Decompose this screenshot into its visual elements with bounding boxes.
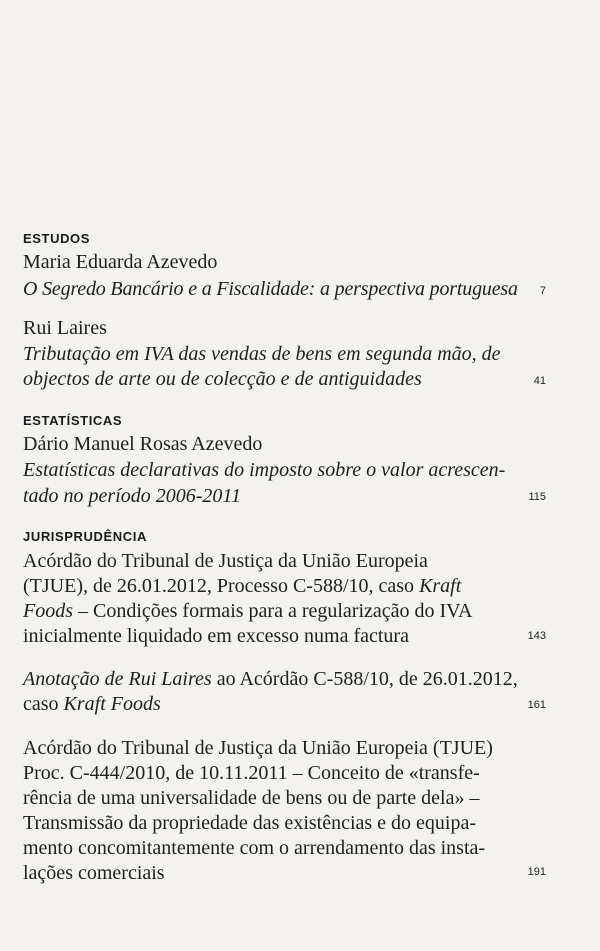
entry-title-line: Tributação em IVA das vendas de bens em segunda mão, de [23,343,501,365]
page-number: 7 [539,285,546,297]
entry-case-name: Foods [23,600,73,622]
entry-text-line: rência de uma universalidade de bens ou de parte dela» – [23,787,480,809]
entry-text-line: mento concomitantemente com o arrendamento das insta- [23,837,486,859]
section-heading-jurisprudencia: JURISPRUDÊNCIA [23,529,147,544]
entry-text-line [23,574,518,598]
entry-annotation-author: Anotação de Rui Laires [23,668,212,690]
entry-title-line: tado no período 2006-2011 [23,485,241,507]
entry-text-line: Acórdão do Tribunal de Justiça da União Europeia [23,550,428,572]
entry-text-line: Acórdão do Tribunal de Justiça da União Europeia (TJUE) [23,737,493,759]
entry-case-name: Kraft Foods [63,693,161,715]
entry-title-line: Estatísticas declarativas do imposto sobre o valor acrescen- [23,459,506,481]
entry-text: ao Acórdão C-588/10, de 26.01.2012, [211,668,518,690]
entry-author: Dário Manuel Rosas Azevedo [23,433,263,455]
entry-text-line: inicialmente liquidado em excesso numa factura [23,625,409,647]
entry-title-line: objectos de arte ou de colecção e de antiguidades [23,368,422,390]
entry-title: O Segredo Bancário e a Fiscalidade: a perspectiva portuguesa [23,278,518,300]
entry-text: – Condições formais para a regularização do IVA [73,600,473,622]
entry-text-line: lações comerciais [23,862,165,884]
entry-author: Maria Eduarda Azevedo [23,251,218,273]
entry-text: (TJUE), de 26.01.2012, Processo C-588/10, caso [23,575,420,597]
entry-author: Rui Laires [23,317,107,339]
page-number: 41 [533,375,546,387]
entry-text: caso [23,693,64,715]
entry-text-line [23,599,518,623]
entry-text-line: Transmissão da propriedade das existências e do equipa- [23,812,477,834]
entry-case-name: Kraft [419,575,462,597]
page-number: 143 [527,630,546,642]
page-number: 161 [527,699,546,711]
page-number: 191 [527,866,546,878]
entry-text-line [23,667,518,691]
entry-text-line [23,692,518,716]
entry-text-line: Proc. C-444/2010, de 10.11.2011 – Conceito de «transfe- [23,762,480,784]
section-heading-estudos: ESTUDOS [23,231,91,246]
section-heading-estatisticas: ESTATÍSTICAS [23,413,123,428]
page-number: 115 [528,491,546,503]
